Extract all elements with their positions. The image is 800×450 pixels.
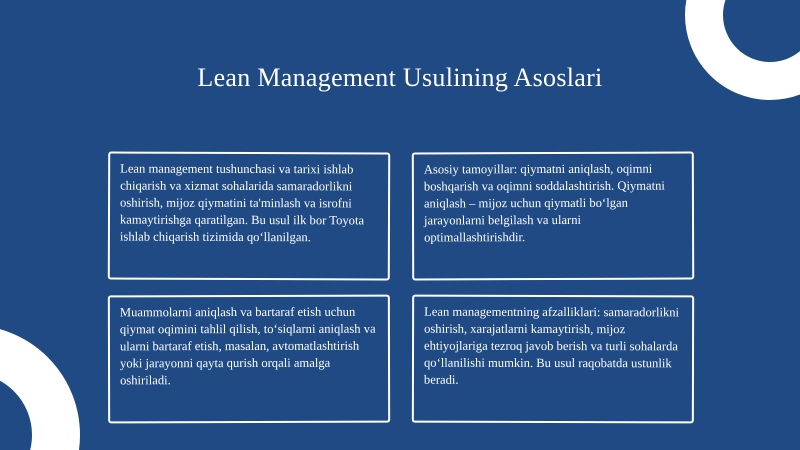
info-card-principles: Asosiy tamoyillar: qiymatni aniqlash, oqimni boshqarish va oqimni soddalashtirish. Qiymatni aniqlash – mijoz uchun qiymatli bo‘lgan jarayonlarni belgilash va ularni optimallashtirishdir. [412, 152, 694, 281]
info-card-lean-concept: Lean management tushunchasi va tarixi ishlab chiqarish va xizmat sohalarida samaradorlikni oshirish, mijoz qiymatini ta'minlash va isrofni kamaytirishga qaratilgan. Bu usul ilk bor Toyota ishlab chiqarish tizimida qo‘llanilgan. [108, 152, 390, 281]
decorative-arc-bottom-left [0, 325, 80, 450]
info-card-benefits: Lean managementning afzalliklari: samaradorlikni oshirish, xarajatlarni kamaytirish, mijoz ehtiyojlariga tezroq javob berish va turli sohalarda qo‘llanilishi mumkin. Bu usul raqobatda ustunlik beradi. [412, 295, 694, 424]
info-card-problem-solving: Muammolarni aniqlash va bartaraf etish uchun qiymat oqimini tahlil qilish, to‘siqlarni aniqlash va ularni bartaraf etish, masalan, avtomatlashtirish yoki jarayonni qayta qurish orqali amalga oshiriladi. [108, 295, 390, 424]
slide-title: Lean Management Usulining Asoslari [197, 63, 603, 92]
